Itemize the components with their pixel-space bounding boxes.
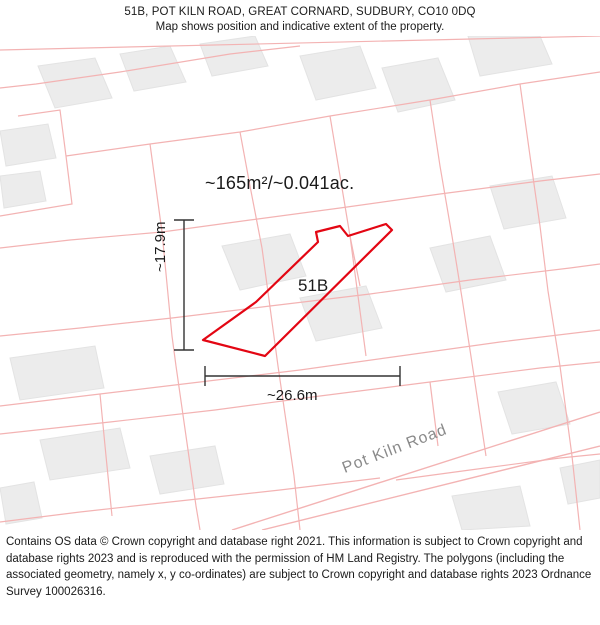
road-name-label: Pot Kiln Road bbox=[340, 421, 450, 477]
width-dimension bbox=[205, 366, 400, 386]
page-subtitle: Map shows position and indicative extent of the property. bbox=[155, 21, 445, 33]
plot-label: 51B bbox=[298, 276, 329, 295]
map-canvas[interactable] bbox=[0, 36, 600, 530]
area-label: ~165m²/~0.041ac. bbox=[205, 173, 355, 193]
copyright-footer: Contains OS data © Crown copyright and database right 2021. This information is subject to Crown copyright and database rights 2023 and is reproduced with the permission of HM Land Registry. The polygons (including the associated geometry, namely x, y co-ordinates) are subject to Crown copyright and database rights 2023 Ordnance Survey 100026316. bbox=[6, 536, 592, 598]
width-label: ~26.6m bbox=[267, 387, 318, 404]
page-header bbox=[0, 0, 600, 36]
page-title: 51B, POT KILN ROAD, GREAT CORNARD, SUDBURY, CO10 0DQ bbox=[124, 6, 476, 18]
height-dimension bbox=[174, 220, 194, 350]
height-label: ~17.9m bbox=[152, 221, 169, 272]
